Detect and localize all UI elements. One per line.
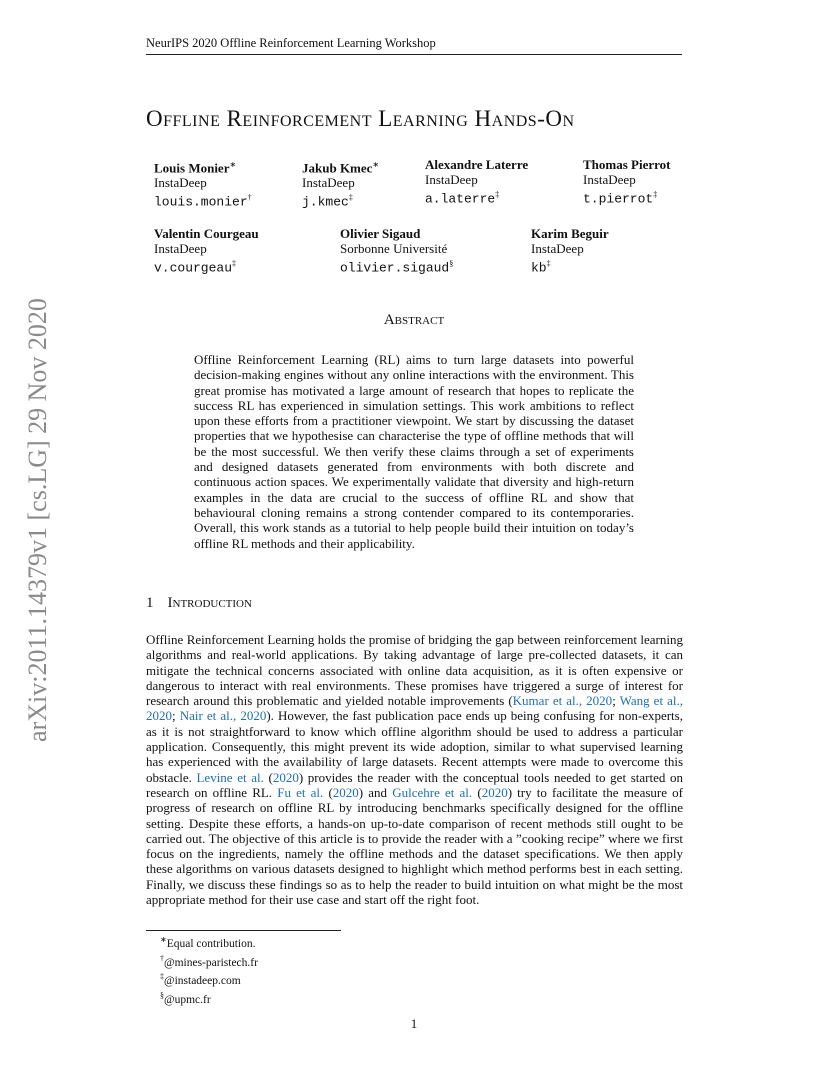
author-email: olivier.sigaud	[340, 260, 450, 276]
author-block	[583, 157, 671, 206]
running-header: NeurIPS 2020 Offline Reinforcement Learning Workshop	[146, 36, 682, 55]
author-affiliation: Sorbonne Université	[340, 241, 448, 256]
text-run: (	[472, 784, 482, 800]
author-email: kb	[531, 260, 547, 276]
text-run: ) provides the reader with the conceptual tools needed to get started on research on offline RL.	[146, 769, 683, 800]
footnote-text: @instadeep.com	[164, 975, 241, 988]
citation-link[interactable]: Nair et al., 2020	[179, 708, 267, 724]
text-run: (	[323, 784, 333, 800]
section-heading	[146, 595, 252, 612]
author-email: j.kmec	[302, 194, 349, 210]
citation-link[interactable]: 2020	[332, 784, 359, 800]
footnote-text: Equal contribution.	[166, 937, 256, 950]
email-mark: ‡	[546, 259, 551, 268]
footnote	[160, 970, 258, 989]
author-affiliation: InstaDeep	[154, 175, 207, 191]
citation-link[interactable]: 2020	[272, 769, 299, 785]
section-number: 1	[146, 595, 154, 611]
email-mark: ‡	[232, 259, 237, 268]
text-run: Offline Reinforcement Learning holds the promise of bridging the gap between reinforcement learning algorithms and real-world applications. By taking advantage of large pre-collected datasets, it can mitigate the technical concerns associated with online data acquisition, as it is often expensive or dangerous to interact with real environments. These promises have triggered a surge of interest for research around this problematic and yielded notable improvements (	[146, 632, 683, 709]
author-block	[425, 157, 528, 206]
author-email: a.laterre	[425, 191, 496, 207]
footnotes	[160, 933, 258, 1008]
footnote-mark: †	[160, 953, 164, 963]
paper-title: Offline Reinforcement Learning Hands-On	[146, 106, 575, 131]
footnote-mark: §	[160, 990, 164, 1000]
footnote-text: @upmc.fr	[164, 993, 211, 1006]
footnote	[160, 989, 258, 1008]
author-affiliation: InstaDeep	[302, 175, 355, 191]
intro-paragraph	[146, 632, 683, 907]
citation-link[interactable]: Wang et al., 2020	[146, 693, 683, 724]
text-run: ) try to facilitate the measure of progress of research on offline RL by introducing benchmarks specifically designed for the offline setting. Despite these efforts, a hands-on up-to-date comparison of recent methods still ought to be carried out. The objective of this article is to provide the reader with a ”cooking recipe” where we first focus on the ingredients, namely the offline methods and the dataset specifications. We then apply these algorithms on various datasets designed to highlight which method performs best in each setting. Finally, we discuss these findings so as to help the reader to build intuition on what might be the most appropriate method for their use case and start off the right foot.	[146, 784, 684, 908]
author-affiliation: InstaDeep	[425, 172, 478, 187]
author-mark: ∗	[229, 160, 237, 169]
footnote-mark: ‡	[160, 972, 164, 982]
author-name: Jakub Kmec	[302, 160, 373, 176]
text-run: ). However, the fast publication pace ends up being confusing for non-experts, as it is not straightforward to know which offline algorithm should be used to address a particular application. Consequently, this might prevent its wide adoption, similar to what supervised learning has experienced with the availability of large datasets. Recent attempts were made to overcome this obstacle.	[146, 708, 683, 785]
page-number: 1	[410, 1016, 418, 1031]
author-name: Karim Beguir	[531, 226, 609, 241]
email-mark: ‡	[348, 193, 353, 203]
author-block	[531, 226, 609, 275]
author-name: Valentin Courgeau	[154, 226, 259, 241]
author-name: Louis Monier	[154, 160, 230, 176]
author-name: Thomas Pierrot	[583, 157, 671, 172]
text-run: ;	[612, 693, 620, 709]
author-email: t.pierrot	[583, 191, 654, 207]
author-affiliation: InstaDeep	[583, 172, 636, 187]
author-mark: ∗	[372, 160, 380, 169]
author-affiliation: InstaDeep	[154, 241, 207, 256]
footnote-mark: ∗	[160, 935, 167, 944]
author-name: Olivier Sigaud	[340, 226, 421, 241]
author-name: Alexandre Laterre	[425, 157, 529, 172]
citation-link[interactable]: 2020	[481, 784, 508, 800]
author-block	[154, 157, 252, 210]
text-run: (	[263, 769, 273, 785]
footnote-divider	[146, 930, 341, 931]
text-run: ;	[172, 708, 180, 724]
footnote	[160, 952, 258, 971]
text-run: ) and	[358, 784, 393, 800]
email-mark: §	[449, 259, 454, 268]
email-mark: ‡	[653, 190, 658, 199]
author-block	[154, 226, 259, 275]
author-block	[340, 226, 453, 275]
section-title: Introduction	[167, 595, 252, 611]
abstract-text: Offline Reinforcement Learning (RL) aims to turn large datasets into powerful decision-making engines without any online interactions with the environment. This great promise has motivated a large amount of research that hopes to replicate the success RL has experienced in simulation settings. This work ambitions to reflect upon these efforts from a practitioner viewpoint. We start by discussing the dataset properties that we hypothesise can characterise the type of offline methods that will be the most successful. We then verify these claims through a set of experiments and designed datasets generated from environments with both discrete and continuous action spaces. We experimentally validate that diversity and high-return examples in the data are crucial to the success of offline RL and show that behavioural cloning remains a strong contender compared to its contemporaries. Overall, this work stands as a tutorial to help people build their intuition on today’s offline RL methods and their applicability.	[194, 352, 634, 551]
author-email: louis.monier	[154, 194, 248, 210]
author-affiliation: InstaDeep	[531, 241, 584, 256]
author-email: v.courgeau	[154, 260, 233, 276]
author-block	[302, 157, 379, 210]
citation-link[interactable]: Kumar et al., 2020	[512, 693, 613, 709]
arxiv-identifier-text: arXiv:2011.14379v1 [cs.LG] 29 Nov 2020	[23, 298, 52, 742]
email-mark: ‡	[495, 190, 500, 199]
footnote-text: @mines-paristech.fr	[164, 956, 258, 969]
footnote	[160, 933, 258, 952]
citation-link[interactable]: Fu et al.	[277, 784, 324, 800]
abstract-heading: Abstract	[383, 312, 445, 328]
email-mark: †	[247, 193, 252, 203]
arxiv-identifier	[18, 280, 58, 760]
citation-link[interactable]: Gulcehre et al.	[392, 784, 473, 800]
citation-link[interactable]: Levine et al.	[196, 769, 264, 785]
